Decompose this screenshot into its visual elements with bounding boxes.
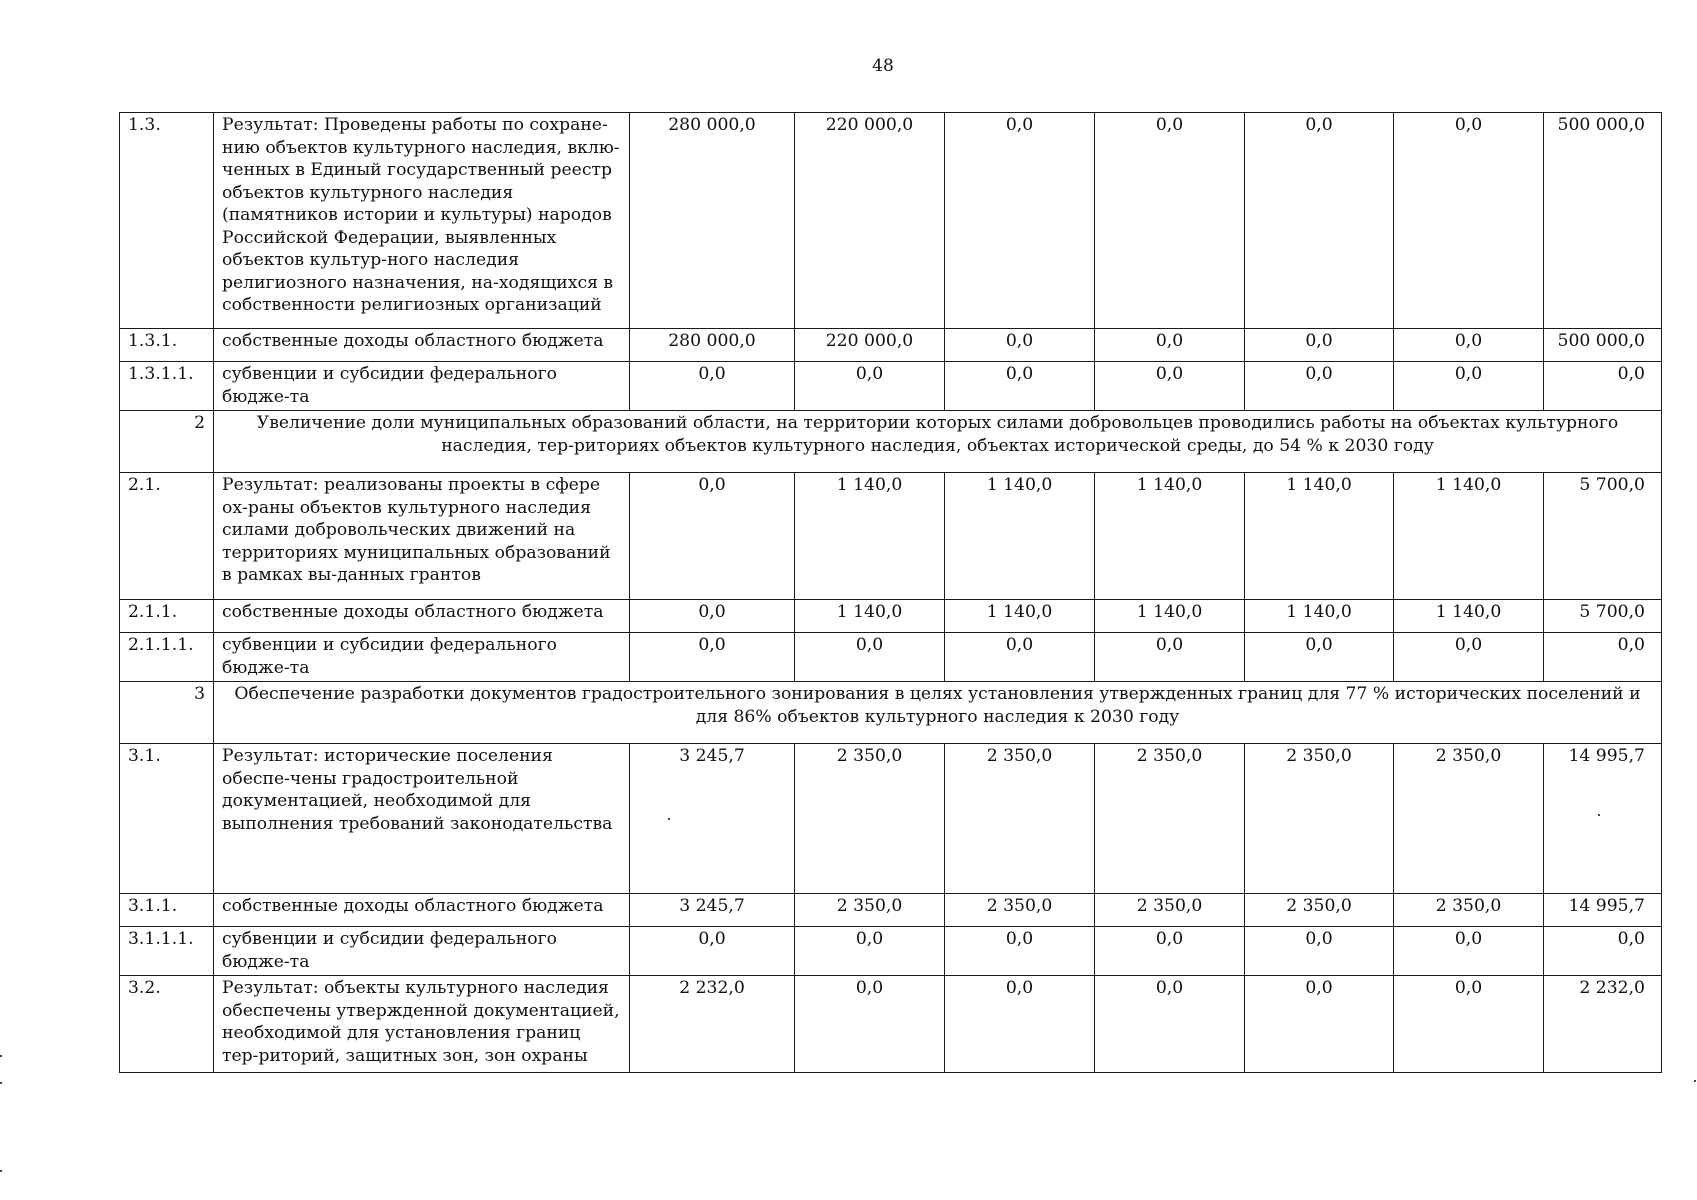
value-year-5: 0,0 bbox=[1245, 113, 1394, 329]
value-year-3: 0,0 bbox=[945, 976, 1095, 1073]
table-row-2-1-1-1 bbox=[120, 633, 1662, 682]
value-year-3: 2 350,0 bbox=[945, 744, 1095, 894]
value-year-2: 220 000,0 bbox=[795, 113, 945, 329]
table-row-2-1-1 bbox=[120, 600, 1662, 633]
value-year-5: 1 140,0 bbox=[1245, 473, 1394, 600]
value-year-6: 1 140,0 bbox=[1394, 473, 1544, 600]
value-year-4: 0,0 bbox=[1095, 927, 1245, 976]
value-year-5: 0,0 bbox=[1245, 927, 1394, 976]
scan-speck bbox=[1598, 814, 1600, 816]
value-year-2: 2 350,0 bbox=[795, 744, 945, 894]
value-year-6: 2 350,0 bbox=[1394, 744, 1544, 894]
row-description: субвенции и субсидии федерального бюдже-та bbox=[214, 927, 630, 976]
section-number: 3 bbox=[120, 682, 214, 744]
scan-speck bbox=[0, 1055, 2, 1057]
value-year-4: 1 140,0 bbox=[1095, 473, 1245, 600]
table-row-1-3 bbox=[120, 113, 1662, 329]
value-year-2: 2 350,0 bbox=[795, 894, 945, 927]
value-year-2: 0,0 bbox=[795, 362, 945, 411]
scan-speck bbox=[668, 818, 670, 820]
row-number: 2.1.1.1. bbox=[120, 633, 214, 682]
value-year-6: 0,0 bbox=[1394, 362, 1544, 411]
value-total: 500 000,0 bbox=[1544, 329, 1662, 362]
value-year-1: 0,0 bbox=[630, 473, 795, 600]
value-year-4: 0,0 bbox=[1095, 633, 1245, 682]
value-year-3: 0,0 bbox=[945, 113, 1095, 329]
value-total: 0,0 bbox=[1544, 927, 1662, 976]
value-year-6: 0,0 bbox=[1394, 927, 1544, 976]
value-year-4: 0,0 bbox=[1095, 113, 1245, 329]
value-year-2: 220 000,0 bbox=[795, 329, 945, 362]
table-row-3-2 bbox=[120, 976, 1662, 1073]
value-year-1: 0,0 bbox=[630, 927, 795, 976]
scan-speck bbox=[1694, 1080, 1696, 1082]
value-year-3: 0,0 bbox=[945, 927, 1095, 976]
value-year-6: 0,0 bbox=[1394, 113, 1544, 329]
scan-speck bbox=[0, 1082, 2, 1084]
row-number: 3.1.1. bbox=[120, 894, 214, 927]
value-year-5: 0,0 bbox=[1245, 329, 1394, 362]
budget-table bbox=[119, 112, 1662, 1073]
value-year-4: 1 140,0 bbox=[1095, 600, 1245, 633]
section-title: Обеспечение разработки документов градостроительного зонирования в целях установления утвержденных границ для 77 % исторических поселений и для 86% объектов культурного наследия к 2030 году bbox=[214, 682, 1662, 744]
value-year-6: 2 350,0 bbox=[1394, 894, 1544, 927]
value-year-3: 0,0 bbox=[945, 329, 1095, 362]
value-year-2: 0,0 bbox=[795, 927, 945, 976]
value-year-2: 0,0 bbox=[795, 633, 945, 682]
value-year-3: 0,0 bbox=[945, 362, 1095, 411]
value-year-2: 1 140,0 bbox=[795, 600, 945, 633]
value-year-4: 2 350,0 bbox=[1095, 894, 1245, 927]
value-year-6: 0,0 bbox=[1394, 329, 1544, 362]
row-description: Результат: Проведены работы по сохране-нию объектов культурного наследия, вклю-ченных в Единый государственный реестр объектов культурного наследия (памятников истории и культуры) народов Российской Федерации, выявленных объектов культур-ного наследия религиозного назначения, на-ходящихся в собственности религиозных организаций bbox=[214, 113, 630, 329]
value-year-4: 0,0 bbox=[1095, 976, 1245, 1073]
row-description: субвенции и субсидии федерального бюдже-та bbox=[214, 633, 630, 682]
value-year-1: 3 245,7 bbox=[630, 744, 795, 894]
value-year-1: 280 000,0 bbox=[630, 329, 795, 362]
value-year-3: 2 350,0 bbox=[945, 894, 1095, 927]
value-total: 2 232,0 bbox=[1544, 976, 1662, 1073]
value-year-5: 0,0 bbox=[1245, 362, 1394, 411]
section-title: Увеличение доли муниципальных образований области, на территории которых силами добровольцев проводились работы на объектах культурного наследия, тер-риториях объектов культурного наследия, объектах исторической среды, до 54 % к 2030 году bbox=[214, 411, 1662, 473]
value-total: 0,0 bbox=[1544, 633, 1662, 682]
row-number: 3.1.1.1. bbox=[120, 927, 214, 976]
value-year-3: 1 140,0 bbox=[945, 600, 1095, 633]
table-row-2-1 bbox=[120, 473, 1662, 600]
row-description: Результат: исторические поселения обеспе-чены градостроительной документацией, необходимой для выполнения требований законодательства bbox=[214, 744, 630, 894]
value-year-5: 0,0 bbox=[1245, 976, 1394, 1073]
value-year-6: 1 140,0 bbox=[1394, 600, 1544, 633]
value-year-1: 280 000,0 bbox=[630, 113, 795, 329]
value-year-4: 0,0 bbox=[1095, 329, 1245, 362]
value-year-1: 0,0 bbox=[630, 600, 795, 633]
value-year-3: 1 140,0 bbox=[945, 473, 1095, 600]
row-description: субвенции и субсидии федерального бюдже-та bbox=[214, 362, 630, 411]
row-number: 3.2. bbox=[120, 976, 214, 1073]
section-row-3 bbox=[120, 682, 1662, 744]
value-year-2: 0,0 bbox=[795, 976, 945, 1073]
value-year-4: 0,0 bbox=[1095, 362, 1245, 411]
scan-speck bbox=[0, 1170, 2, 1172]
table-row-1-3-1-1 bbox=[120, 362, 1662, 411]
value-year-1: 0,0 bbox=[630, 633, 795, 682]
row-number: 1.3.1. bbox=[120, 329, 214, 362]
value-year-6: 0,0 bbox=[1394, 633, 1544, 682]
row-number: 2.1. bbox=[120, 473, 214, 600]
row-number: 3.1. bbox=[120, 744, 214, 894]
row-number: 1.3. bbox=[120, 113, 214, 329]
table-row-1-3-1 bbox=[120, 329, 1662, 362]
row-number: 1.3.1.1. bbox=[120, 362, 214, 411]
value-year-5: 0,0 bbox=[1245, 633, 1394, 682]
value-year-2: 1 140,0 bbox=[795, 473, 945, 600]
value-total: 14 995,7 bbox=[1544, 744, 1662, 894]
value-year-1: 0,0 bbox=[630, 362, 795, 411]
table-row-3-1-1-1 bbox=[120, 927, 1662, 976]
row-description: собственные доходы областного бюджета bbox=[214, 600, 630, 633]
row-description: Результат: объекты культурного наследия обеспечены утвержденной документацией, необходимой для установления границ тер-риторий, защитных зон, зон охраны bbox=[214, 976, 630, 1073]
value-year-1: 2 232,0 bbox=[630, 976, 795, 1073]
table-row-3-1 bbox=[120, 744, 1662, 894]
value-total: 5 700,0 bbox=[1544, 600, 1662, 633]
value-total: 0,0 bbox=[1544, 362, 1662, 411]
value-year-1: 3 245,7 bbox=[630, 894, 795, 927]
section-number: 2 bbox=[120, 411, 214, 473]
value-total: 14 995,7 bbox=[1544, 894, 1662, 927]
table-row-3-1-1 bbox=[120, 894, 1662, 927]
value-year-6: 0,0 bbox=[1394, 976, 1544, 1073]
row-description: собственные доходы областного бюджета bbox=[214, 329, 630, 362]
value-year-5: 2 350,0 bbox=[1245, 744, 1394, 894]
value-year-5: 2 350,0 bbox=[1245, 894, 1394, 927]
page-number: 48 bbox=[872, 56, 894, 76]
row-number: 2.1.1. bbox=[120, 600, 214, 633]
value-year-4: 2 350,0 bbox=[1095, 744, 1245, 894]
section-row-2 bbox=[120, 411, 1662, 473]
row-description: Результат: реализованы проекты в сфере ох-раны объектов культурного наследия силами добровольческих движений на территориях муниципальных образований в рамках вы-данных грантов bbox=[214, 473, 630, 600]
value-year-3: 0,0 bbox=[945, 633, 1095, 682]
value-total: 5 700,0 bbox=[1544, 473, 1662, 600]
value-total: 500 000,0 bbox=[1544, 113, 1662, 329]
row-description: собственные доходы областного бюджета bbox=[214, 894, 630, 927]
value-year-5: 1 140,0 bbox=[1245, 600, 1394, 633]
